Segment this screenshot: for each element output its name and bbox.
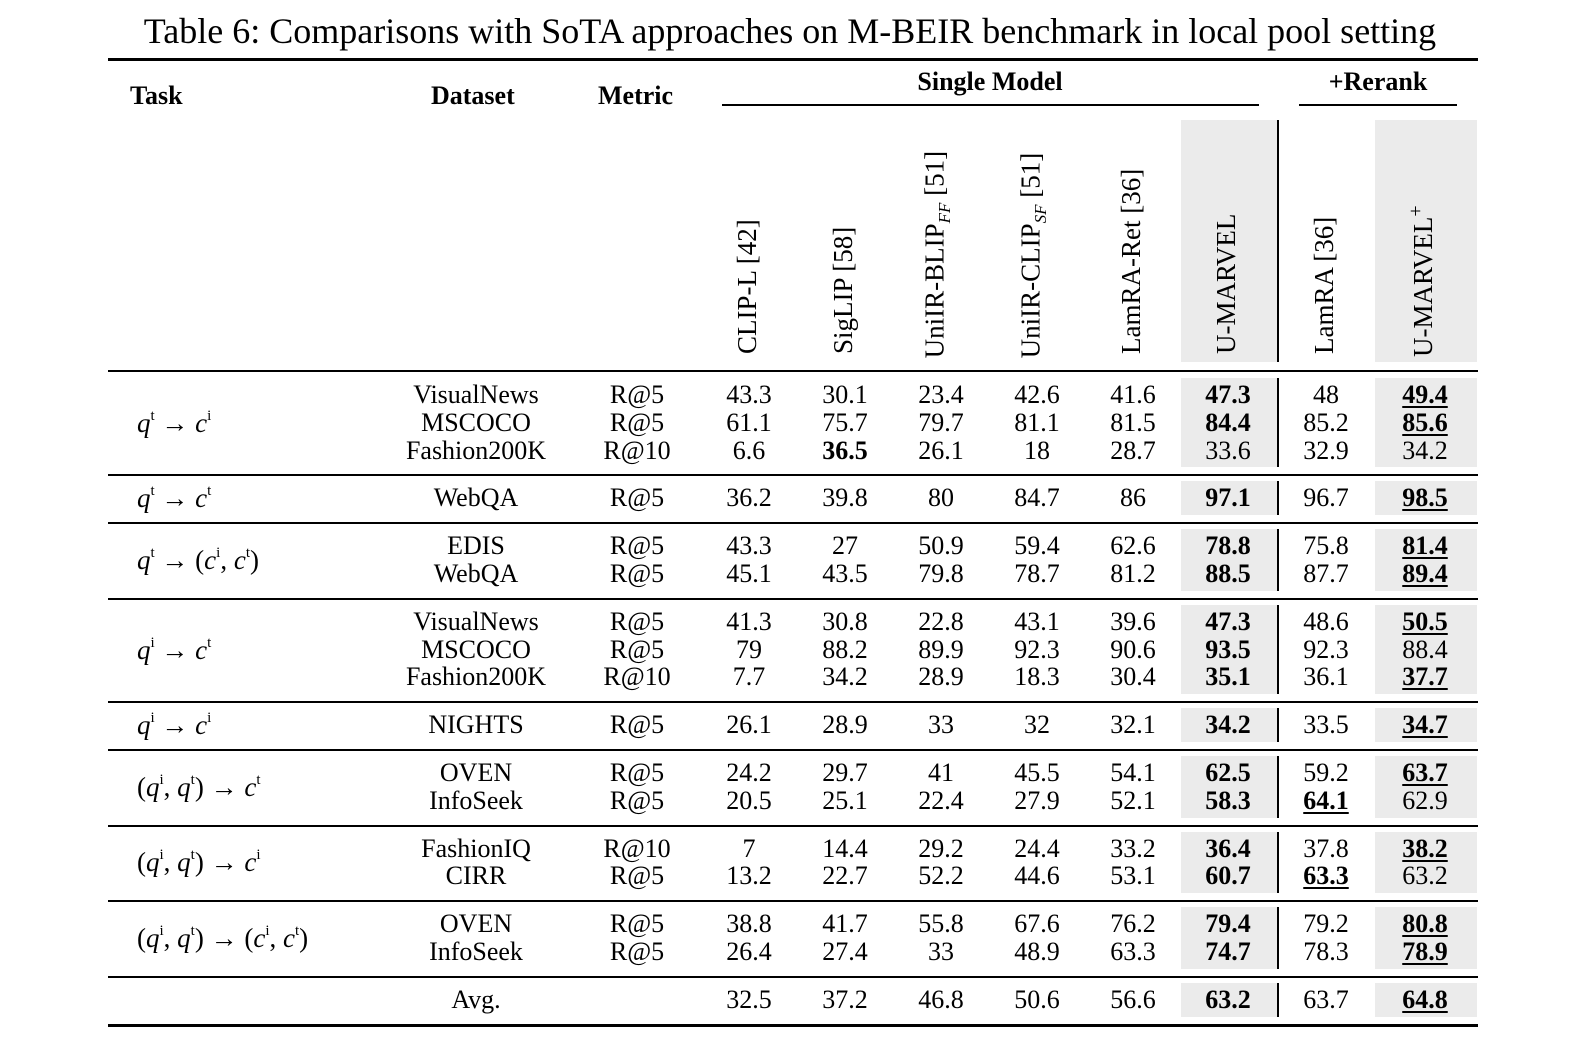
value-cell: 29.2: [918, 833, 964, 863]
value-cell: 41.6: [1110, 379, 1156, 409]
method-header-1: [732, 219, 763, 354]
value-cell: 22.4: [918, 785, 964, 815]
value-cell: 63.3: [1110, 936, 1156, 966]
method-subscript: SF: [1031, 204, 1050, 224]
value-cell: 44.6: [1014, 861, 1060, 891]
dataset-cell: VisualNews: [413, 606, 539, 636]
rerank-underline: [1299, 104, 1457, 106]
value-cell: 35.1: [1205, 662, 1251, 692]
metric-cell: R@5: [609, 785, 665, 815]
value-cell: 85.2: [1303, 407, 1349, 437]
value-cell: 36.1: [1303, 662, 1349, 692]
value-cell: 34.2: [1205, 710, 1251, 740]
value-cell: 80.8: [1402, 909, 1448, 939]
value-cell: 56.6: [1110, 984, 1156, 1014]
metric-cell: R@5: [609, 558, 665, 588]
value-cell: 13.2: [726, 861, 772, 891]
metric-cell: R@5: [609, 531, 665, 561]
value-cell: 36.4: [1205, 833, 1251, 863]
value-cell: 45.5: [1014, 757, 1060, 787]
value-cell: 79.7: [918, 407, 964, 437]
value-cell: 78.9: [1402, 936, 1448, 966]
value-cell: 33.6: [1205, 435, 1251, 465]
bottom-rule: [108, 1024, 1478, 1027]
value-cell: 39.8: [822, 483, 868, 513]
value-cell: 58.3: [1205, 785, 1251, 815]
group-rule: [108, 701, 1478, 703]
value-cell: 33.2: [1110, 833, 1156, 863]
method-name: SigLIP [58]: [828, 226, 858, 354]
rerank-separator: [1277, 378, 1279, 467]
value-cell: 98.5: [1402, 483, 1448, 513]
value-cell: 53.1: [1110, 861, 1156, 891]
rerank-separator-header: [1277, 120, 1279, 362]
value-cell: 34.2: [822, 662, 868, 692]
value-cell: 92.3: [1303, 634, 1349, 664]
method-name: UniIR-CLIP: [1015, 223, 1046, 359]
value-cell: 62.5: [1205, 757, 1251, 787]
rerank-separator: [1277, 756, 1279, 818]
method-name: LamRA [36]: [1309, 216, 1339, 354]
value-cell: 89.4: [1402, 558, 1448, 588]
value-cell: 88.2: [822, 634, 868, 664]
metric-cell: R@10: [603, 833, 671, 863]
value-cell: 50.6: [1014, 984, 1060, 1014]
value-cell: 37.2: [822, 984, 868, 1014]
dataset-cell: Fashion200K: [405, 662, 547, 692]
value-cell: 27: [832, 531, 858, 561]
value-cell: 24.4: [1014, 833, 1060, 863]
value-cell: 78.7: [1014, 558, 1060, 588]
value-cell: 54.1: [1110, 757, 1156, 787]
value-cell: 93.5: [1205, 634, 1251, 664]
value-cell: 43.5: [822, 558, 868, 588]
metric-cell: R@5: [609, 757, 665, 787]
value-cell: 28.9: [822, 710, 868, 740]
value-cell: 86: [1120, 483, 1146, 513]
value-cell: 90.6: [1110, 634, 1156, 664]
value-cell: 59.2: [1303, 757, 1349, 787]
value-cell: 29.7: [822, 757, 868, 787]
value-cell: 34.2: [1402, 435, 1448, 465]
value-cell: 79: [736, 634, 762, 664]
metric-cell: R@5: [609, 710, 665, 740]
dataset-cell: InfoSeek: [429, 936, 523, 966]
value-cell: 79.4: [1205, 909, 1251, 939]
value-cell: 30.1: [822, 379, 868, 409]
value-cell: 59.4: [1014, 531, 1060, 561]
header-metric: Metric: [598, 81, 674, 110]
value-cell: 32.9: [1303, 435, 1349, 465]
value-cell: 97.1: [1205, 483, 1251, 513]
value-cell: 67.6: [1014, 909, 1060, 939]
metric-cell: R@5: [609, 483, 665, 513]
header-rerank: +Rerank: [1328, 67, 1428, 96]
value-cell: 36.2: [726, 483, 772, 513]
group-rule: [108, 474, 1478, 476]
value-cell: 50.9: [918, 531, 964, 561]
value-cell: 48.9: [1014, 936, 1060, 966]
value-cell: 55.8: [918, 909, 964, 939]
header-single-model: Single Model: [917, 67, 1063, 96]
value-cell: 92.3: [1014, 634, 1060, 664]
group-rule: [108, 598, 1478, 600]
method-header-2: [828, 227, 859, 354]
value-cell: 48: [1313, 379, 1339, 409]
value-cell: 79.8: [918, 558, 964, 588]
value-cell: 20.5: [726, 785, 772, 815]
value-cell: 49.4: [1402, 379, 1448, 409]
rerank-separator: [1277, 832, 1279, 894]
value-cell: 60.7: [1205, 861, 1251, 891]
dataset-cell: OVEN: [439, 757, 513, 787]
task-label: $q^i \to c^i$: [137, 710, 212, 741]
rerank-separator: [1277, 907, 1279, 969]
value-cell: 62.6: [1110, 531, 1156, 561]
task-label: $q^i \to c^t$: [137, 634, 212, 665]
single-model-underline: [722, 104, 1259, 106]
dataset-cell: Fashion200K: [405, 435, 547, 465]
value-cell: 52.1: [1110, 785, 1156, 815]
method-header-5: [1116, 169, 1147, 354]
value-cell: 61.1: [726, 407, 772, 437]
value-cell: 38.2: [1402, 833, 1448, 863]
value-cell: 88.5: [1205, 558, 1251, 588]
value-cell: 81.1: [1014, 407, 1060, 437]
table-caption: Table 6: Comparisons with SoTA approaches on M-BEIR benchmark in local pool setting: [143, 11, 1437, 51]
value-cell: 81.5: [1110, 407, 1156, 437]
header-bottom-rule: [108, 370, 1478, 372]
value-cell: 79.2: [1303, 909, 1349, 939]
method-citation: [51]: [919, 150, 950, 203]
dataset-cell: WebQA: [433, 558, 519, 588]
value-cell: 22.7: [822, 861, 868, 891]
metric-cell: R@5: [609, 909, 665, 939]
value-cell: 28.9: [918, 662, 964, 692]
value-cell: 33.5: [1303, 710, 1349, 740]
value-cell: 26.1: [918, 435, 964, 465]
value-cell: 41.7: [822, 909, 868, 939]
dataset-cell: MSCOCO: [421, 634, 531, 664]
value-cell: 27.4: [822, 936, 868, 966]
dataset-cell: NIGHTS: [428, 710, 524, 740]
value-cell: 28.7: [1110, 435, 1156, 465]
header-dataset: Dataset: [431, 81, 515, 110]
method-header-3: [920, 151, 955, 359]
value-cell: 85.6: [1402, 407, 1448, 437]
value-cell: 47.3: [1205, 379, 1251, 409]
method-subscript: FF: [935, 202, 954, 224]
value-cell: 18.3: [1014, 662, 1060, 692]
value-cell: 88.4: [1402, 634, 1448, 664]
value-cell: 78.8: [1205, 531, 1251, 561]
value-cell: 25.1: [822, 785, 868, 815]
value-cell: 6.6: [732, 435, 766, 465]
dataset-cell: MSCOCO: [421, 407, 531, 437]
metric-cell: R@5: [609, 634, 665, 664]
task-label: ($q^i$, $q^t) \to (c^i$, $c^t$): [137, 923, 309, 953]
task-label: ($q^i$, $q^t) \to c^t$: [137, 771, 261, 802]
value-cell: 74.7: [1205, 936, 1251, 966]
value-cell: 63.2: [1402, 861, 1448, 891]
rerank-separator: [1277, 708, 1279, 742]
value-cell: 26.4: [726, 936, 772, 966]
value-cell: 36.5: [822, 435, 868, 465]
value-cell: 7.7: [732, 662, 766, 692]
value-cell: 26.1: [726, 710, 772, 740]
dataset-cell: VisualNews: [413, 379, 539, 409]
task-label: ($q^i$, $q^t) \to c^i$: [137, 847, 261, 878]
value-cell: 22.8: [918, 606, 964, 636]
value-cell: 50.5: [1402, 606, 1448, 636]
value-cell: 63.3: [1303, 861, 1349, 891]
dataset-cell: WebQA: [433, 483, 519, 513]
value-cell: 63.2: [1205, 984, 1251, 1014]
value-cell: 63.7: [1402, 757, 1448, 787]
method-name: CLIP-L [42]: [732, 219, 762, 354]
method-header-8: [1405, 205, 1439, 357]
task-label: $q^t \to c^i$: [137, 407, 212, 438]
value-cell: 75.7: [822, 407, 868, 437]
rerank-separator: [1277, 605, 1279, 694]
value-cell: 32: [1024, 710, 1050, 740]
method-header-7: [1309, 217, 1340, 354]
group-rule: [108, 900, 1478, 902]
value-cell: 81.2: [1110, 558, 1156, 588]
value-cell: 43.1: [1014, 606, 1060, 636]
value-cell: 75.8: [1303, 531, 1349, 561]
value-cell: 33: [928, 936, 954, 966]
metric-cell: R@5: [609, 606, 665, 636]
top-rule: [108, 58, 1478, 61]
method-name: U-MARVEL: [1408, 216, 1438, 357]
method-name: UniIR-BLIP: [919, 223, 950, 359]
value-cell: 64.1: [1303, 785, 1349, 815]
value-cell: 37.8: [1303, 833, 1349, 863]
value-cell: 84.7: [1014, 483, 1060, 513]
value-cell: 38.8: [726, 909, 772, 939]
value-cell: 62.9: [1402, 785, 1448, 815]
task-label: $q^t \to (c^i$, $c^t$): [137, 545, 259, 575]
value-cell: 87.7: [1303, 558, 1349, 588]
header-task: Task: [130, 81, 183, 110]
value-cell: 80: [928, 483, 954, 513]
value-cell: 27.9: [1014, 785, 1060, 815]
value-cell: 34.7: [1402, 710, 1448, 740]
value-cell: 32.1: [1110, 710, 1156, 740]
method-header-4: [1016, 153, 1051, 359]
metric-cell: R@10: [603, 435, 671, 465]
method-superscript: +: [1405, 205, 1427, 217]
value-cell: 23.4: [918, 379, 964, 409]
value-cell: 45.1: [726, 558, 772, 588]
value-cell: 14.4: [822, 833, 868, 863]
value-cell: 7: [742, 833, 756, 863]
value-cell: 32.5: [726, 984, 772, 1014]
dataset-cell: InfoSeek: [429, 785, 523, 815]
dataset-cell: Avg.: [451, 984, 501, 1014]
method-name: U-MARVEL: [1211, 213, 1241, 354]
metric-cell: R@5: [609, 407, 665, 437]
dataset-cell: EDIS: [447, 531, 505, 561]
group-rule: [108, 825, 1478, 827]
dataset-cell: FashionIQ: [421, 833, 531, 863]
rerank-separator: [1277, 983, 1279, 1017]
value-cell: 18: [1024, 435, 1050, 465]
metric-cell: R@5: [609, 379, 665, 409]
dataset-cell: CIRR: [445, 861, 507, 891]
value-cell: 96.7: [1303, 483, 1349, 513]
task-label: $q^t \to c^t$: [137, 483, 212, 514]
metric-cell: R@5: [609, 936, 665, 966]
rerank-separator: [1277, 481, 1279, 515]
method-header-6: [1211, 214, 1242, 354]
value-cell: 39.6: [1110, 606, 1156, 636]
value-cell: 76.2: [1110, 909, 1156, 939]
value-cell: 84.4: [1205, 407, 1251, 437]
value-cell: 33: [928, 710, 954, 740]
group-rule: [108, 749, 1478, 751]
method-citation: [51]: [1015, 152, 1046, 205]
value-cell: 52.2: [918, 861, 964, 891]
value-cell: 43.3: [726, 531, 772, 561]
value-cell: 41.3: [726, 606, 772, 636]
value-cell: 81.4: [1402, 531, 1448, 561]
metric-cell: R@5: [609, 861, 665, 891]
rerank-separator: [1277, 529, 1279, 591]
value-cell: 30.4: [1110, 662, 1156, 692]
group-rule: [108, 976, 1478, 978]
value-cell: 43.3: [726, 379, 772, 409]
value-cell: 64.8: [1402, 984, 1448, 1014]
value-cell: 37.7: [1402, 662, 1448, 692]
value-cell: 78.3: [1303, 936, 1349, 966]
dataset-cell: OVEN: [439, 909, 513, 939]
value-cell: 41: [928, 757, 954, 787]
method-name: LamRA-Ret [36]: [1116, 168, 1146, 354]
value-cell: 89.9: [918, 634, 964, 664]
value-cell: 63.7: [1303, 984, 1349, 1014]
value-cell: 47.3: [1205, 606, 1251, 636]
value-cell: 30.8: [822, 606, 868, 636]
value-cell: 48.6: [1303, 606, 1349, 636]
value-cell: 42.6: [1014, 379, 1060, 409]
metric-cell: R@10: [603, 662, 671, 692]
value-cell: 24.2: [726, 757, 772, 787]
value-cell: 46.8: [918, 984, 964, 1014]
group-rule: [108, 522, 1478, 524]
